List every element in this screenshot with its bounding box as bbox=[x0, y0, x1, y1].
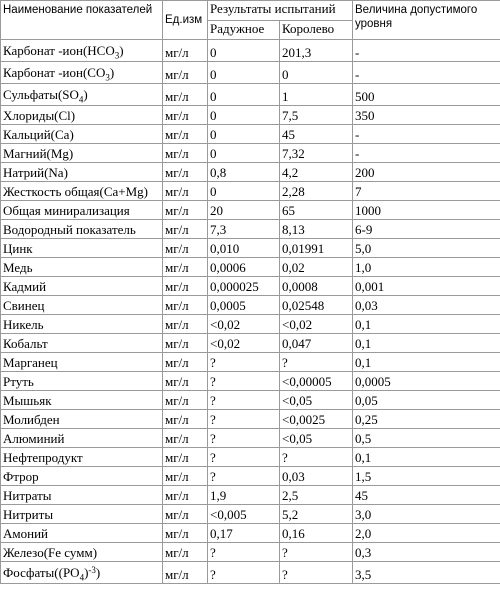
cell-korolevo: 8,13 bbox=[280, 220, 353, 239]
cell-raduzhnoe: 0 bbox=[208, 62, 280, 84]
cell-raduzhnoe: ? bbox=[208, 562, 280, 584]
table-row bbox=[1, 182, 500, 201]
table-row bbox=[1, 258, 500, 277]
cell-korolevo: ? bbox=[280, 353, 353, 372]
cell-korolevo: 0,0008 bbox=[280, 277, 353, 296]
table-row bbox=[1, 163, 500, 182]
cell-raduzhnoe: 0,17 bbox=[208, 524, 280, 543]
table-row bbox=[1, 201, 500, 220]
cell-korolevo: 45 bbox=[280, 125, 353, 144]
cell-korolevo: ? bbox=[280, 562, 353, 584]
cell-name: $Сульфаты(SO_4)$ bbox=[1, 84, 163, 106]
cell-name: Водородный показатель bbox=[1, 220, 163, 239]
cell-raduzhnoe: 0 bbox=[208, 125, 280, 144]
cell-korolevo: 7,5 bbox=[280, 106, 353, 125]
cell-name: Свинец bbox=[1, 296, 163, 315]
cell-allowed: 0,1 bbox=[353, 448, 500, 467]
cell-allowed: 500 bbox=[353, 84, 500, 106]
cell-name: Карбонат $-ион(CO_3)$ bbox=[1, 62, 163, 84]
cell-korolevo: 5,2 bbox=[280, 505, 353, 524]
cell-raduzhnoe: <0,005 bbox=[208, 505, 280, 524]
cell-allowed: - bbox=[353, 125, 500, 144]
cell-raduzhnoe: 0 bbox=[208, 182, 280, 201]
cell-allowed: - bbox=[353, 144, 500, 163]
cell-raduzhnoe: 0,8 bbox=[208, 163, 280, 182]
table-row bbox=[1, 391, 500, 410]
cell-name: Общая минирализация bbox=[1, 201, 163, 220]
cell-raduzhnoe: 7,3 bbox=[208, 220, 280, 239]
cell-allowed: 0,5 bbox=[353, 429, 500, 448]
cell-raduzhnoe: ? bbox=[208, 448, 280, 467]
cell-korolevo: 1 bbox=[280, 84, 353, 106]
table-row bbox=[1, 106, 500, 125]
cell-allowed: 350 bbox=[353, 106, 500, 125]
cell-name: Нитраты bbox=[1, 486, 163, 505]
cell-raduzhnoe: <0,02 bbox=[208, 315, 280, 334]
cell-name: Никель bbox=[1, 315, 163, 334]
cell-korolevo: ? bbox=[280, 543, 353, 562]
cell-unit: мг/л bbox=[163, 144, 208, 163]
cell-raduzhnoe: 0,010 bbox=[208, 239, 280, 258]
header-name: Наименование показателей bbox=[1, 1, 163, 40]
cell-unit: мг/л bbox=[163, 524, 208, 543]
table-row bbox=[1, 125, 500, 144]
cell-allowed: 45 bbox=[353, 486, 500, 505]
header-allowed: Величина допустимого уровня bbox=[353, 1, 500, 40]
cell-unit: мг/л bbox=[163, 315, 208, 334]
cell-korolevo: 2,5 bbox=[280, 486, 353, 505]
header-results: Результаты испытаний bbox=[208, 1, 353, 21]
cell-raduzhnoe: ? bbox=[208, 391, 280, 410]
cell-allowed: 0,05 bbox=[353, 391, 500, 410]
cell-raduzhnoe: ? bbox=[208, 467, 280, 486]
cell-unit: мг/л bbox=[163, 353, 208, 372]
cell-name: Кобальт bbox=[1, 334, 163, 353]
cell-unit: мг/л bbox=[163, 201, 208, 220]
cell-allowed: 5,0 bbox=[353, 239, 500, 258]
cell-name: Амоний bbox=[1, 524, 163, 543]
cell-unit: мг/л bbox=[163, 258, 208, 277]
table-row bbox=[1, 505, 500, 524]
cell-korolevo: ? bbox=[280, 448, 353, 467]
cell-korolevo: 7,32 bbox=[280, 144, 353, 163]
table-row bbox=[1, 296, 500, 315]
cell-korolevo: 4,2 bbox=[280, 163, 353, 182]
cell-unit: мг/л bbox=[163, 372, 208, 391]
cell-allowed: 0,1 bbox=[353, 334, 500, 353]
table-row bbox=[1, 353, 500, 372]
cell-korolevo: <0,05 bbox=[280, 429, 353, 448]
cell-raduzhnoe: 0 bbox=[208, 40, 280, 62]
cell-unit: мг/л bbox=[163, 220, 208, 239]
cell-korolevo: 0,16 bbox=[280, 524, 353, 543]
table-row bbox=[1, 524, 500, 543]
cell-raduzhnoe: 0,0005 bbox=[208, 296, 280, 315]
cell-unit: мг/л bbox=[163, 562, 208, 584]
table-row bbox=[1, 467, 500, 486]
cell-raduzhnoe: 0 bbox=[208, 106, 280, 125]
cell-korolevo: 0,01991 bbox=[280, 239, 353, 258]
cell-name: Хлориды(Cl) bbox=[1, 106, 163, 125]
cell-allowed: - bbox=[353, 62, 500, 84]
cell-unit: мг/л bbox=[163, 182, 208, 201]
cell-raduzhnoe: ? bbox=[208, 372, 280, 391]
cell-name: Кадмий bbox=[1, 277, 163, 296]
cell-name: Кальций(Ca) bbox=[1, 125, 163, 144]
cell-unit: мг/л bbox=[163, 106, 208, 125]
cell-unit: мг/л bbox=[163, 84, 208, 106]
table-row bbox=[1, 239, 500, 258]
cell-allowed: 3,0 bbox=[353, 505, 500, 524]
cell-unit: мг/л bbox=[163, 296, 208, 315]
table-row bbox=[1, 315, 500, 334]
cell-name: Медь bbox=[1, 258, 163, 277]
cell-allowed: 0,1 bbox=[353, 315, 500, 334]
cell-name: Натрий(Na) bbox=[1, 163, 163, 182]
cell-name: Фтрор bbox=[1, 467, 163, 486]
header-korolevo: Королево bbox=[280, 21, 353, 40]
cell-unit: мг/л bbox=[163, 410, 208, 429]
cell-raduzhnoe: ? bbox=[208, 353, 280, 372]
cell-allowed: 0,001 bbox=[353, 277, 500, 296]
table-row bbox=[1, 220, 500, 239]
cell-korolevo: 0 bbox=[280, 62, 353, 84]
cell-unit: мг/л bbox=[163, 467, 208, 486]
cell-korolevo: 65 bbox=[280, 201, 353, 220]
table-row bbox=[1, 543, 500, 562]
table-row bbox=[1, 84, 500, 106]
cell-name: Магний(Mg) bbox=[1, 144, 163, 163]
cell-allowed: 0,3 bbox=[353, 543, 500, 562]
cell-raduzhnoe: 1,9 bbox=[208, 486, 280, 505]
cell-korolevo: <0,0025 bbox=[280, 410, 353, 429]
cell-korolevo: <0,00005 bbox=[280, 372, 353, 391]
cell-name: Марганец bbox=[1, 353, 163, 372]
header-raduzhnoe: Радужное bbox=[208, 21, 280, 40]
cell-allowed: 2,0 bbox=[353, 524, 500, 543]
cell-unit: мг/л bbox=[163, 505, 208, 524]
table-row bbox=[1, 144, 500, 163]
cell-unit: мг/л bbox=[163, 543, 208, 562]
header-unit: Ед.изм bbox=[163, 1, 208, 40]
cell-korolevo: 0,047 bbox=[280, 334, 353, 353]
table-row bbox=[1, 562, 500, 584]
cell-allowed: 1000 bbox=[353, 201, 500, 220]
table-row bbox=[1, 62, 500, 84]
cell-name: Нитриты bbox=[1, 505, 163, 524]
cell-name: Железо(Fe сумм) bbox=[1, 543, 163, 562]
cell-allowed: 1,5 bbox=[353, 467, 500, 486]
cell-raduzhnoe: <0,02 bbox=[208, 334, 280, 353]
cell-allowed: 7 bbox=[353, 182, 500, 201]
cell-korolevo: <0,05 bbox=[280, 391, 353, 410]
cell-allowed: 0,0005 bbox=[353, 372, 500, 391]
cell-unit: мг/л bbox=[163, 334, 208, 353]
cell-allowed: 0,03 bbox=[353, 296, 500, 315]
cell-korolevo: 0,03 bbox=[280, 467, 353, 486]
table-row bbox=[1, 410, 500, 429]
cell-unit: мг/л bbox=[163, 125, 208, 144]
cell-allowed: 1,0 bbox=[353, 258, 500, 277]
cell-unit: мг/л bbox=[163, 277, 208, 296]
table-row bbox=[1, 40, 500, 62]
table-row bbox=[1, 429, 500, 448]
cell-allowed: 0,25 bbox=[353, 410, 500, 429]
cell-name: $Фосфаты((PO_4)^{-3})$ bbox=[1, 562, 163, 584]
cell-unit: мг/л bbox=[163, 239, 208, 258]
cell-unit: мг/л bbox=[163, 429, 208, 448]
table-row bbox=[1, 486, 500, 505]
cell-korolevo: 0,02548 bbox=[280, 296, 353, 315]
cell-name: Жесткость общая(Ca+Mg) bbox=[1, 182, 163, 201]
cell-allowed: 6-9 bbox=[353, 220, 500, 239]
cell-name: Нефтепродукт bbox=[1, 448, 163, 467]
cell-raduzhnoe: 0,000025 bbox=[208, 277, 280, 296]
cell-name: Цинк bbox=[1, 239, 163, 258]
cell-unit: мг/л bbox=[163, 62, 208, 84]
cell-name: Ртуть bbox=[1, 372, 163, 391]
cell-unit: мг/л bbox=[163, 486, 208, 505]
table-row bbox=[1, 448, 500, 467]
cell-raduzhnoe: 0 bbox=[208, 84, 280, 106]
cell-unit: мг/л bbox=[163, 40, 208, 62]
cell-name: Мышьяк bbox=[1, 391, 163, 410]
cell-unit: мг/л bbox=[163, 448, 208, 467]
cell-raduzhnoe: ? bbox=[208, 410, 280, 429]
cell-korolevo: 0,02 bbox=[280, 258, 353, 277]
cell-korolevo: 2,28 bbox=[280, 182, 353, 201]
table-body bbox=[1, 40, 500, 584]
cell-name: Алюминий bbox=[1, 429, 163, 448]
cell-name: Карбонат $-ион(HCO_3)$ bbox=[1, 40, 163, 62]
cell-allowed: 200 bbox=[353, 163, 500, 182]
cell-unit: мг/л bbox=[163, 163, 208, 182]
cell-korolevo: 201,3 bbox=[280, 40, 353, 62]
cell-unit: мг/л bbox=[163, 391, 208, 410]
table-row bbox=[1, 277, 500, 296]
table-row bbox=[1, 372, 500, 391]
table-row bbox=[1, 334, 500, 353]
cell-name: Молибден bbox=[1, 410, 163, 429]
cell-raduzhnoe: ? bbox=[208, 543, 280, 562]
cell-allowed: - bbox=[353, 40, 500, 62]
cell-raduzhnoe: ? bbox=[208, 429, 280, 448]
cell-allowed: 0,1 bbox=[353, 353, 500, 372]
cell-allowed: 3,5 bbox=[353, 562, 500, 584]
cell-raduzhnoe: 0,0006 bbox=[208, 258, 280, 277]
cell-raduzhnoe: 20 bbox=[208, 201, 280, 220]
cell-korolevo: <0,02 bbox=[280, 315, 353, 334]
cell-raduzhnoe: 0 bbox=[208, 144, 280, 163]
